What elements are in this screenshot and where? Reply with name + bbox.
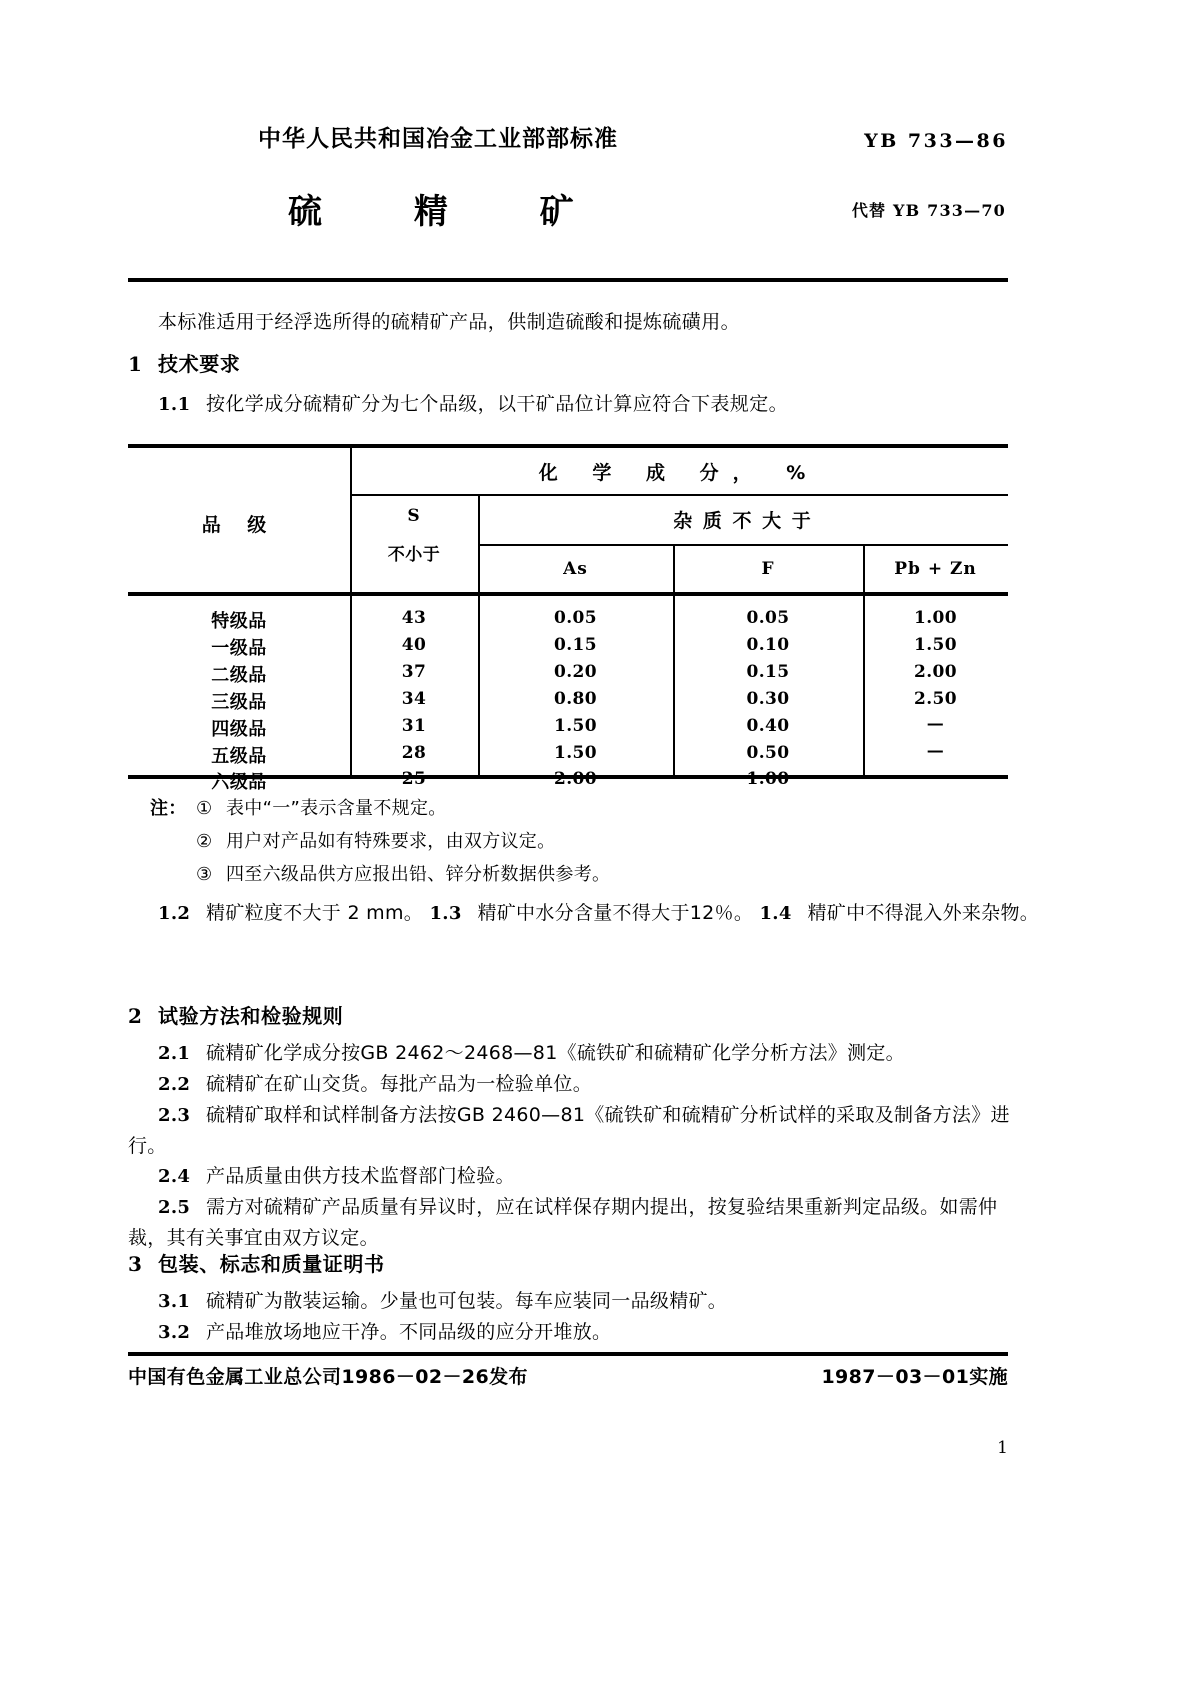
table-cell-f: 0.15: [746, 662, 790, 682]
clause-line: [158, 1286, 727, 1317]
table-row: 一级品: [211, 638, 267, 659]
table-cell-pbzn: —: [926, 767, 945, 787]
clause-text: 精矿中水分含量不得大于12％。: [477, 902, 754, 924]
clause-number: 2.5: [158, 1197, 191, 1218]
table-cell-as: 0.20: [553, 662, 597, 682]
clause-number: 3.1: [158, 1291, 191, 1312]
clause-continuation: 行。: [128, 1135, 167, 1157]
clause-text: 精矿粒度不大于 2 mm。: [206, 902, 424, 924]
clause-line: [158, 1069, 1010, 1100]
section-3-number: 3: [128, 1252, 143, 1276]
clause-line: [158, 1038, 1010, 1069]
table-row: 五级品: [211, 746, 267, 767]
table-cell-as: 1.50: [553, 743, 597, 763]
clause-block-1: [158, 898, 1039, 929]
table-cell-as: 2.00: [553, 769, 597, 789]
table-cell-f: 0.50: [746, 743, 790, 763]
footer-effective: 1987－03－01实施: [821, 1366, 1008, 1388]
replaces-standard: 代替 YB 733—70: [851, 201, 1006, 220]
issuing-authority: 中华人民共和国冶金工业部部标准: [258, 126, 618, 152]
table-cell-pbzn: —: [926, 714, 945, 734]
section-2-number: 2: [128, 1004, 143, 1028]
note-marker: ②: [196, 831, 213, 852]
table-rule-top: [128, 444, 1008, 448]
notes-label: 注：: [150, 798, 187, 819]
table-cell-s: 28: [401, 743, 427, 763]
table-col-s-header: S: [407, 506, 421, 526]
table-cell-pbzn: 2.50: [913, 689, 957, 709]
clause-number: 3.2: [158, 1322, 191, 1343]
table-cell-s: 34: [401, 689, 427, 709]
clause-text: 硫精矿在矿山交货。每批产品为一检验单位。: [206, 1073, 593, 1095]
table-col-s-subheader: 不小于: [387, 545, 441, 565]
footer-divider: [128, 1352, 1008, 1356]
table-cell-f: 0.40: [746, 716, 790, 736]
clause-line: [158, 902, 423, 924]
note-text: 用户对产品如有特殊要求，由双方议定。: [226, 831, 556, 852]
table-row: 二级品: [211, 665, 267, 686]
table-cell-s: 31: [401, 716, 427, 736]
section-1-number: 1: [128, 352, 143, 376]
note-item: [150, 858, 610, 891]
table-cell-as: 0.05: [553, 608, 597, 628]
clause-continuation: 裁，其有关事宜由双方议定。: [128, 1227, 379, 1249]
section-heading-1: [128, 348, 240, 377]
clause-line: [158, 1100, 1010, 1131]
note-item: [150, 825, 610, 858]
clause-number: 1.4: [759, 903, 792, 924]
clause-line: [158, 1161, 1010, 1192]
standard-number: YB 733—86: [864, 130, 1008, 152]
table-col-grade-header: 品 级: [201, 514, 277, 536]
document-title: 硫 精 矿: [288, 192, 614, 232]
table-col-pbzn-header: Pb + Zn: [894, 559, 977, 579]
header-divider: [128, 278, 1008, 282]
clause-1-1-number: 1.1: [158, 394, 191, 415]
note-text: 四至六级品供方应报出铅、锌分析数据供参考。: [226, 864, 611, 885]
table-row: 四级品: [211, 719, 267, 740]
table-col-as-header: As: [563, 559, 588, 579]
masthead: [128, 112, 1008, 262]
table-cell-f: 1.00: [746, 769, 790, 789]
table-rule-under-impurity: [478, 544, 1008, 546]
clause-block-3: [158, 1286, 727, 1348]
table-rule-under-chem: [350, 494, 1008, 496]
table-cell-pbzn: 2.00: [913, 662, 957, 682]
clause-text: 硫精矿化学成分按GB 2462～2468—81《硫铁矿和硫精矿化学分析方法》测定。: [206, 1042, 905, 1064]
section-1-title: 技术要求: [158, 352, 241, 376]
clause-text: 需方对硫精矿产品质量有异议时，应在试样保存期内提出，按复验结果重新判定品级。如需仲: [206, 1196, 998, 1218]
table-cell-pbzn: —: [926, 741, 945, 761]
clause-1-1: [158, 390, 788, 419]
note-marker: ①: [196, 798, 213, 819]
table-cell-s: 25: [401, 769, 427, 789]
clause-number: 2.4: [158, 1166, 191, 1187]
clause-number: 2.1: [158, 1043, 191, 1064]
table-row: 六级品: [211, 772, 267, 793]
table-cell-s: 43: [401, 608, 427, 628]
note-text: 表中“一”表示含量不规定。: [226, 798, 447, 819]
note-marker: ③: [196, 864, 213, 885]
table-cell-pbzn: 1.50: [913, 635, 957, 655]
clause-number: 2.2: [158, 1074, 191, 1095]
clause-number: 1.3: [429, 903, 462, 924]
note-item: [150, 792, 610, 825]
clause-text: 产品堆放场地应干净。不同品级的应分开堆放。: [206, 1321, 612, 1343]
table-cell-f: 0.30: [746, 689, 790, 709]
table-cell-as: 0.15: [553, 635, 597, 655]
table-cell-as: 1.50: [553, 716, 597, 736]
table-col-f-header: F: [761, 559, 775, 579]
clause-text: 产品质量由供方技术监督部门检验。: [206, 1165, 515, 1187]
section-heading-2: [128, 1000, 343, 1029]
clause-block-2: [128, 1038, 1010, 1253]
table-cell-f: 0.10: [746, 635, 790, 655]
composition-table: [128, 444, 1008, 793]
clause-text: 硫精矿为散装运输。少量也可包装。每车应装同一品级精矿。: [206, 1290, 728, 1312]
clause-line: [759, 902, 1039, 924]
clause-text: 精矿中不得混入外来杂物。: [807, 902, 1040, 924]
table-cell-s: 40: [401, 635, 427, 655]
table-row: 特级品: [211, 611, 267, 632]
table-group-impurity-header: 杂 质 不 大 于: [673, 510, 813, 532]
table-cell-f: 0.05: [746, 608, 790, 628]
page-number: 1: [997, 1438, 1008, 1458]
table-cell-s: 37: [401, 662, 427, 682]
section-3-title: 包装、标志和质量证明书: [158, 1252, 385, 1276]
clause-number: 1.2: [158, 903, 191, 924]
table-notes: [150, 792, 610, 891]
section-2-title: 试验方法和检验规则: [158, 1004, 344, 1028]
clause-text: 硫精矿取样和试样制备方法按GB 2460—81《硫铁矿和硫精矿分析试样的采取及制备方法》进: [206, 1104, 1010, 1126]
table-group-chemical-header: 化 学 成 分， %: [538, 462, 820, 484]
table-rule-header-bottom: [128, 592, 1008, 596]
section-heading-3: [128, 1248, 385, 1277]
table-cell-as: 0.80: [553, 689, 597, 709]
clause-line: [429, 902, 753, 924]
clause-line: [158, 1317, 727, 1348]
table-row: 三级品: [211, 692, 267, 713]
clause-1-1-text: 按化学成分硫精矿分为七个品级，以干矿品位计算应符合下表规定。: [206, 393, 789, 415]
scope-paragraph: 本标准适用于经浮选所得的硫精矿产品，供制造硫酸和提炼硫磺用。: [158, 311, 741, 333]
clause-number: 2.3: [158, 1105, 191, 1126]
table-cell-pbzn: 1.00: [913, 608, 957, 628]
clause-line: [158, 1192, 1010, 1223]
footer-issuer: 中国有色金属工业总公司1986－02－26发布: [128, 1366, 528, 1388]
